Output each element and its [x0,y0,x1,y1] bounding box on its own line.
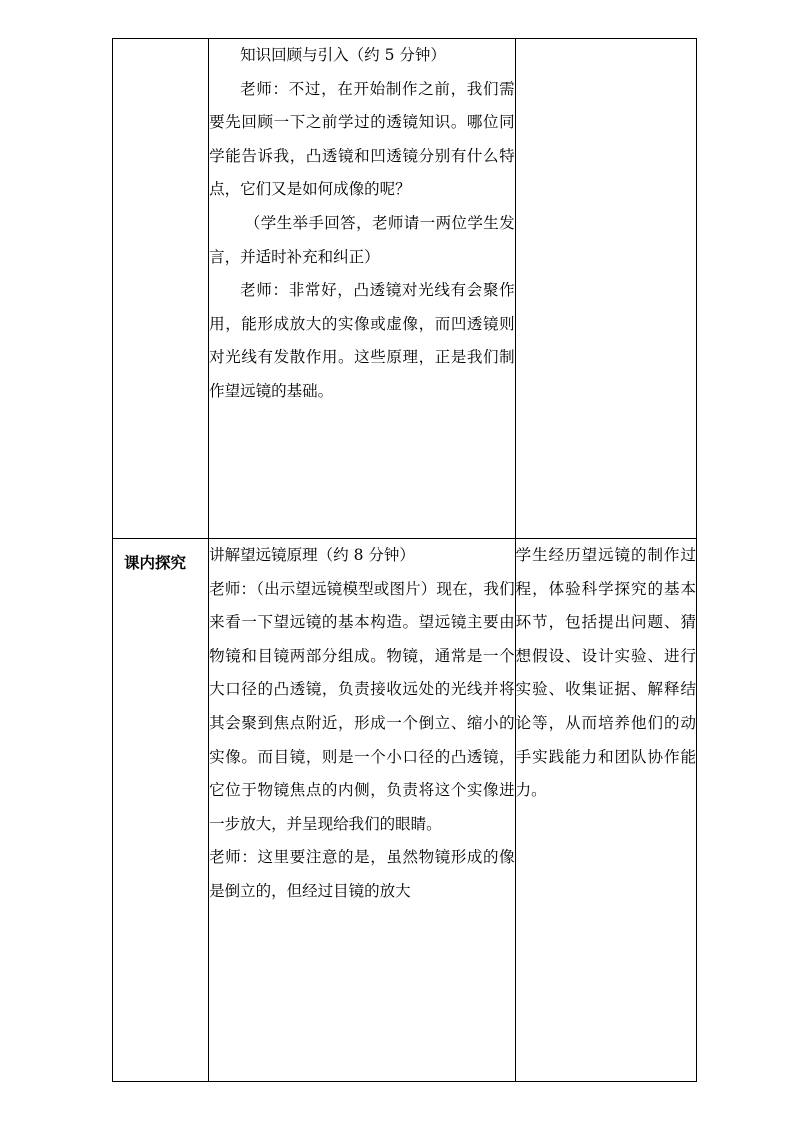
table-row [113,39,697,539]
content-cell [209,539,516,1082]
lesson-plan-table [112,38,697,1082]
teacher-dialogue: 老师：非常好，凸透镜对光线有会聚作用，能形成放大的实像或虚像，而凹透镜则对光线有发散作用。这些原理，正是我们制作望远镜的基础。 [209,281,515,400]
teacher-dialogue: 老师：不过，在开始制作之前，我们需要先回顾一下之前学过的透镜知识。哪位同学能告诉我，凸透镜和凹透镜分别有什么特点，它们又是如何成像的呢？ [209,79,515,199]
student-activity-note: （学生举手回答，老师请一两位学生发言，并适时补充和纠正） [209,213,515,266]
stage-cell [113,539,209,1082]
table-row [113,539,697,1082]
intent-cell [515,539,696,1082]
intent-text: 学生经历望远镜的制作过程，体验科学探究的基本环节，包括提出问题、猜想假设、设计实验、进行实验、收集证据、解释结论等，从而培养他们的动手实践能力和团队协作能力。 [515,546,696,800]
teacher-dialogue: 老师：（出示望远镜模型或图片）现在，我们来看一下望远镜的基本构造。望远镜主要由物镜和目镜两部分组成。物镜，通常是一个大口径的凸透镜，负责接收远处的光线并将其会聚到焦点附近，形成一个倒立、缩小的实像。而目镜，则是一个小口径的凸透镜，它位于物镜焦点的内侧，负责将这个实像进一步放大，并呈现给我们的眼睛。 [209,579,515,833]
section-heading: 讲解望远镜原理（约 8 分钟） [209,546,415,564]
stage-label [113,39,208,51]
teacher-dialogue: 老师：这里要注意的是，虽然物镜形成的像是倒立的，但经过目镜的放大 [209,848,515,900]
content-cell [209,39,516,539]
intent-cell [515,39,696,539]
section-heading: 知识回顾与引入（约 5 分钟） [240,46,446,64]
stage-label: 课内探究 [124,554,187,572]
stage-cell [113,39,209,539]
